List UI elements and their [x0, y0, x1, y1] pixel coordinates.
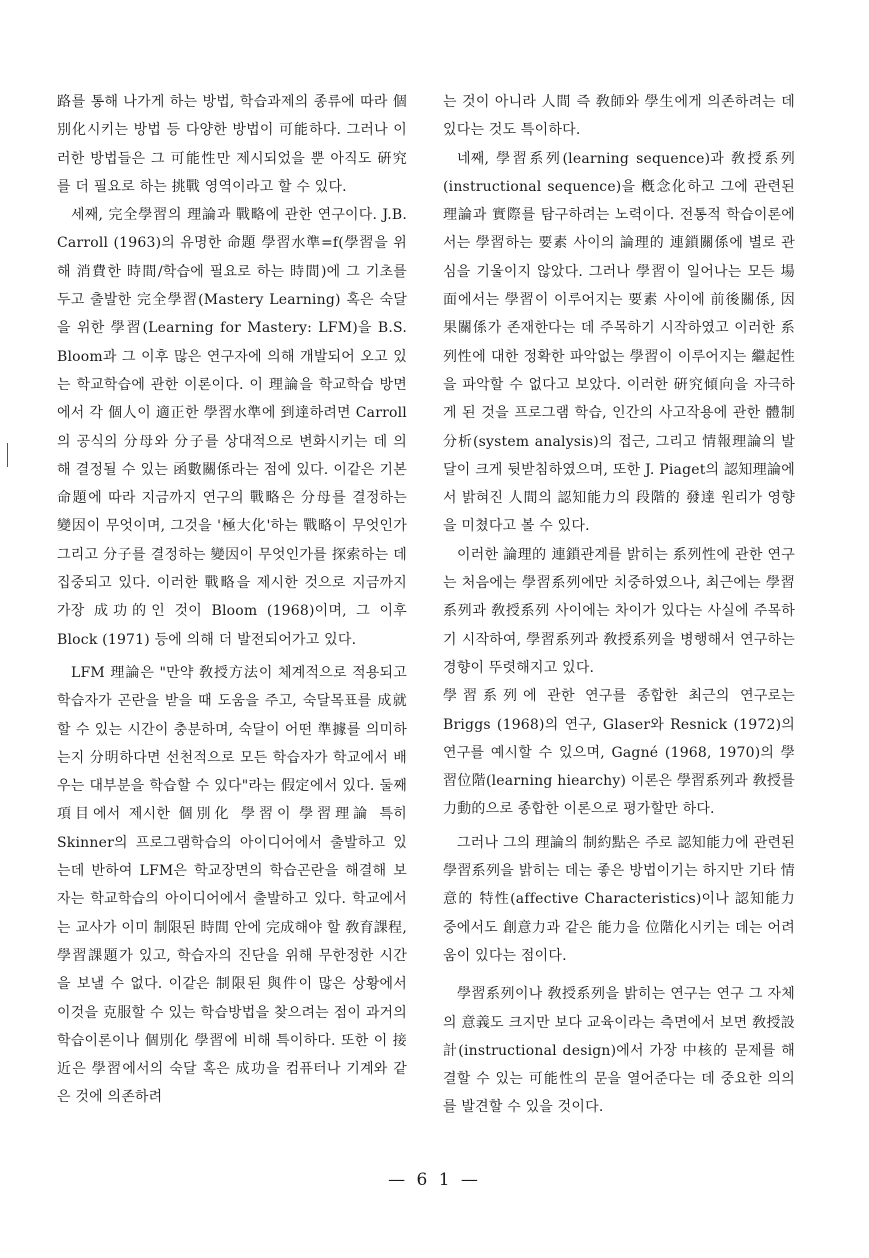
margin-mark: [7, 443, 8, 467]
left-column: [57, 88, 407, 1112]
paragraph: 네째, 學習系列(learning sequence)과 敎授系列(instructional sequence)을 槪念化하고 그에 관련된 理論과 實際를 탐구하려는 노력이다. 전통적 학습이론에서는 學習하는 要素 사이의 論理的 連鎖關係에 별로 관심을 기울이지 않았다. 그러나 學習이 일어나는 모든 場面에서는 學習이 이루어지는 要素 사이에 前後關係, 因果關係가 존재한다는 데 주목하기 시작하였고 이러한 系列性에 대한 정확한 파악없는 學習이 이루어지는 繼起性을 파악할 수 없다고 보았다. 이러한 硏究傾向을 자극하게 된 것을 프로그램 학습, 인간의 사고작용에 관한 體制分析(system analysis)의 접근, 그리고 情報理論의 발달이 크게 뒷받침하였으며, 또한 J. Piaget의 認知理論에서 밝혀진 人間의 認知能力의 段階的 發達 원리가 영향을 미쳤다고 볼 수 있다.: [443, 150, 795, 535]
paragraph: LFM 理論은 "만약 敎授方法이 체계적으로 적용되고 학습자가 곤란을 받을 때 도움을 주고, 숙달목표를 成就할 수 있는 시간이 충분하며, 숙달이 어떤 準據를 의미하는지 分明하다면 선천적으로 모든 학습자가 학교에서 배우는 대부분을 학습할 수 있다"라는 假定에서 있다. 둘째 項目에서 제시한 個別化 學習이 學習理論 특히 Skinner의 프로그램학습의 아이디어에서 출발하고 있는데 반하여 LFM은 학교장면의 학습곤란을 해결해 보자는 학교학습의 아이디어에서 출발하고 있다. 학교에서는 교사가 이미 制限된 時間 안에 完成해야 할 敎育課程, 學習課題가 있고, 학습자의 진단을 위해 무한정한 시간을 보낼 수 없다. 이같은 制限된 與件이 많은 상황에서 이것을 克服할 수 있는 학습방법을 찾으려는 점이 과거의 학습이론이나 個別化 學習에 비해 특이하다. 또한 이 接近은 學習에서의 숙달 혹은 成功을 컴퓨터나 기계와 같은 것에 의존하려: [57, 664, 407, 1106]
paragraph: 세째, 完全學習의 理論과 戰略에 관한 연구이다. J.B. Carroll (1963)의 유명한 命題 學習水準=f(學習을 위해 消費한 時間/학습에 필요로 하는 時間)에 그 기초를 두고 출발한 完全學習(Mastery Learning) 혹은 숙달을 위한 學習(Learning for Mastery: LFM)을 B.S. Bloom과 그 이후 많은 연구자에 의해 개발되어 오고 있는 학교학습에 관한 이론이다. 이 理論을 학교학습 방면에서 각 個人이 適正한 學習水準에 到達하려면 Carroll의 공식의 分母와 分子를 상대적으로 변화시키는 데 의해 결정될 수 있는 函數關係라는 점에 있다. 이같은 기본 命題에 따라 지금까지 연구의 戰略은 分母를 결정하는 變因이 무엇이며, 그것을 '極大化'하는 戰略이 무엇인가 그리고 分子를 결정하는 變因이 무엇인가를 探索하는 데 집중되고 있다. 이러한 戰略을 제시한 것으로 지금까지 가장 成功的인 것이 Bloom (1968)이며, 그 이후 Block (1971) 등에 의해 더 발전되어가고 있다.: [57, 207, 407, 648]
paragraph: 는 것이 아니라 人間 즉 敎師와 學生에게 의존하려는 데 있다는 것도 특이하다.: [443, 94, 795, 139]
paragraph: 이러한 論理的 連鎖관계를 밝히는 系列性에 관한 연구는 처음에는 學習系列에만 치중하였으나, 최근에는 學習系列과 敎授系列 사이에는 차이가 있다는 사실에 주목하기 시작하여, 學習系列과 敎授系列을 병행해서 연구하는 경향이 뚜렷해지고 있다.: [443, 546, 795, 676]
paragraph: 學習系列이나 敎授系列을 밝히는 연구는 연구 그 자체의 意義도 크지만 보다 교육이라는 측면에서 보면 敎授設計(instructional design)에서 가장 中核的 문제를 해결할 수 있는 可能性의 문을 열어준다는 데 중요한 의의를 발견할 수 있을 것이다.: [443, 986, 795, 1116]
paragraph: 學習系列에 관한 연구를 종합한 최근의 연구로는 Briggs (1968)의 연구, Glaser와 Resnick (1972)의 연구를 예시할 수 있으며, Gagné (1968, 1970)의 學習位階(learning hiearchy) 이론은 學習系列과 敎授를 力動的으로 종합한 이론으로 평가할만 하다.: [443, 688, 795, 818]
page-number: — 6 1 —: [388, 1170, 481, 1190]
right-column: [443, 88, 795, 1122]
paragraph: 그러나 그의 理論의 制約點은 주로 認知能力에 관련된 學習系列을 밝히는 데는 좋은 방법이기는 하지만 기타 情意的 特性(affective Characteristics)이나 認知能力 중에서도 創意力과 같은 能力을 位階化시키는 데는 어려움이 있다는 점이다.: [443, 834, 795, 964]
paragraph: 路를 통해 나가게 하는 방법, 학습과제의 종류에 따라 個別化시키는 방법 등 다양한 방법이 可能하다. 그러나 이러한 방법들은 그 可能性만 제시되었을 뿐 아직도 硏究를 더 필요로 하는 挑戰 영역이라고 할 수 있다.: [57, 94, 407, 195]
